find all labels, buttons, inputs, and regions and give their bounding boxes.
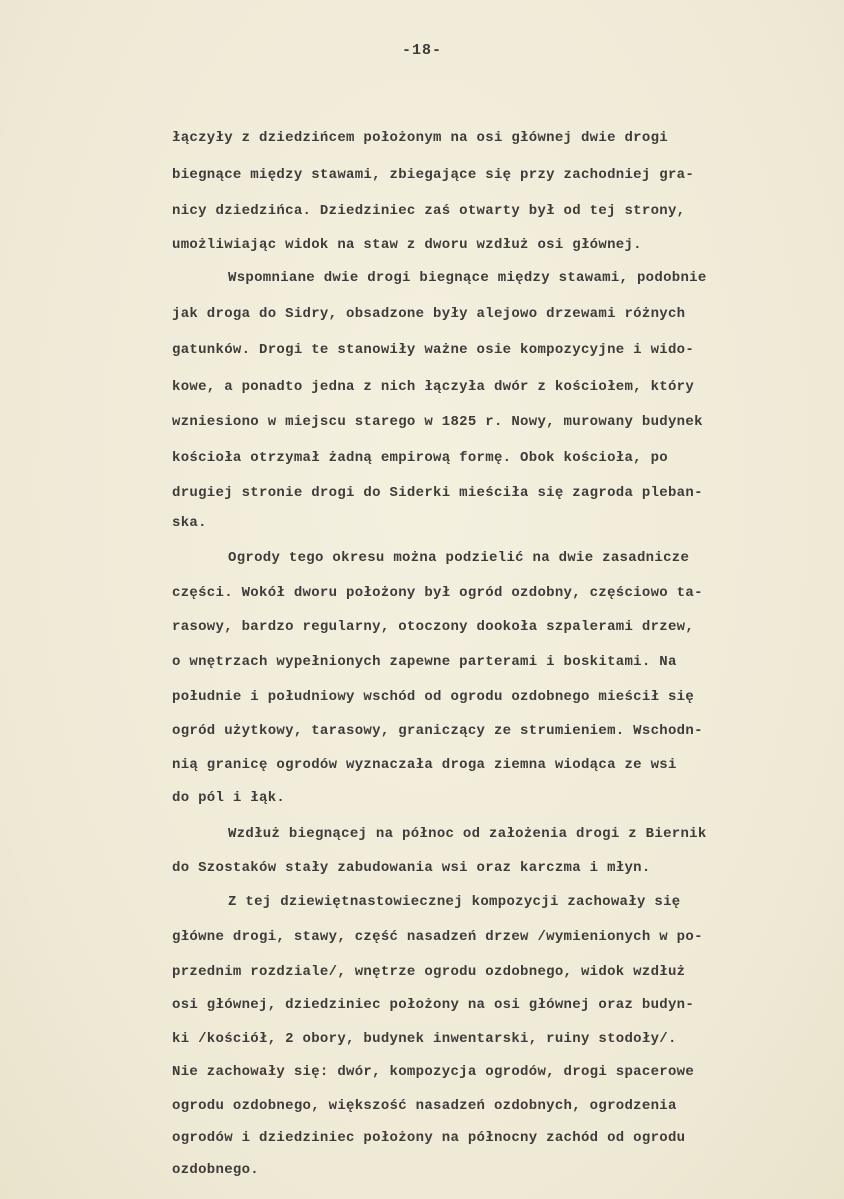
text-line: nią granicę ogrodów wyznaczała droga ziemna wiodąca ze wsi — [172, 757, 677, 773]
text-line: Nie zachowały się: dwór, kompozycja ogrodów, drogi spacerowe — [172, 1064, 695, 1080]
text-line: kościoła otrzymał żadną empirową formę. Obok kościoła, po — [172, 450, 668, 466]
text-line: kowe, a ponadto jedna z nich łączyła dwór z kościołem, który — [172, 379, 695, 395]
text-line: rasowy, bardzo regularny, otoczony dookoła szpalerami drzew, — [172, 619, 695, 635]
text-line: przednim rozdziale/, wnętrze ogrodu ozdobnego, widok wzdłuż — [172, 964, 686, 980]
text-line: do Szostaków stały zabudowania wsi oraz karczma i młyn. — [172, 860, 651, 876]
text-line: łączyły z dziedzińcem położonym na osi głównej dwie drogi — [172, 130, 668, 146]
text-line: południe i południowy wschód od ogrodu ozdobnego mieścił się — [172, 689, 695, 705]
text-line: Z tej dziewiętnastowiecznej kompozycji zachowały się — [228, 894, 681, 910]
text-line: biegnące między stawami, zbiegające się przy zachodniej gra- — [172, 167, 695, 183]
text-line: główne drogi, stawy, część nasadzeń drzew /wymienionych w po- — [172, 929, 703, 945]
text-line: drugiej stronie drogi do Siderki mieściła się zagroda pleban- — [172, 485, 703, 501]
text-line: ogród użytkowy, tarasowy, graniczący ze strumieniem. Wschodn- — [172, 723, 703, 739]
text-line: ki /kościół, 2 obory, budynek inwentarski, ruiny stodoły/. — [172, 1031, 677, 1047]
text-line: osi głównej, dziedziniec położony na osi głównej oraz budyn- — [172, 997, 695, 1013]
text-line: o wnętrzach wypełnionych zapewne parterami i boskitami. Na — [172, 654, 677, 670]
text-line: ozdobnego. — [172, 1162, 260, 1178]
text-line: nicy dziedzińca. Dziedziniec zaś otwarty był od tej strony, — [172, 203, 686, 219]
page-number: -18- — [401, 42, 442, 59]
text-line: Wzdłuż biegnącej na północ od założenia drogi z Biernik — [228, 826, 707, 842]
text-line: wzniesiono w miejscu starego w 1825 r. Nowy, murowany budynek — [172, 414, 703, 430]
text-line: ogrodów i dziedziniec położony na północny zachód od ogrodu — [172, 1130, 686, 1146]
text-line: Ogrody tego okresu można podzielić na dwie zasadnicze — [228, 550, 690, 566]
text-line: ska. — [172, 515, 207, 531]
text-line: do pól i łąk. — [172, 790, 286, 806]
text-line: części. Wokół dworu położony był ogród ozdobny, częściowo ta- — [172, 585, 703, 601]
text-line: umożliwiając widok na staw z dworu wzdłuż osi głównej. — [172, 237, 642, 253]
text-line: ogrodu ozdobnego, większość nasadzeń ozdobnych, ogrodzenia — [172, 1098, 677, 1114]
text-line: gatunków. Drogi te stanowiły ważne osie kompozycyjne i wido- — [172, 342, 695, 358]
text-line: Wspomniane dwie drogi biegnące między stawami, podobnie — [228, 270, 707, 286]
text-line: jak droga do Sidry, obsadzone były alejowo drzewami różnych — [172, 306, 686, 322]
